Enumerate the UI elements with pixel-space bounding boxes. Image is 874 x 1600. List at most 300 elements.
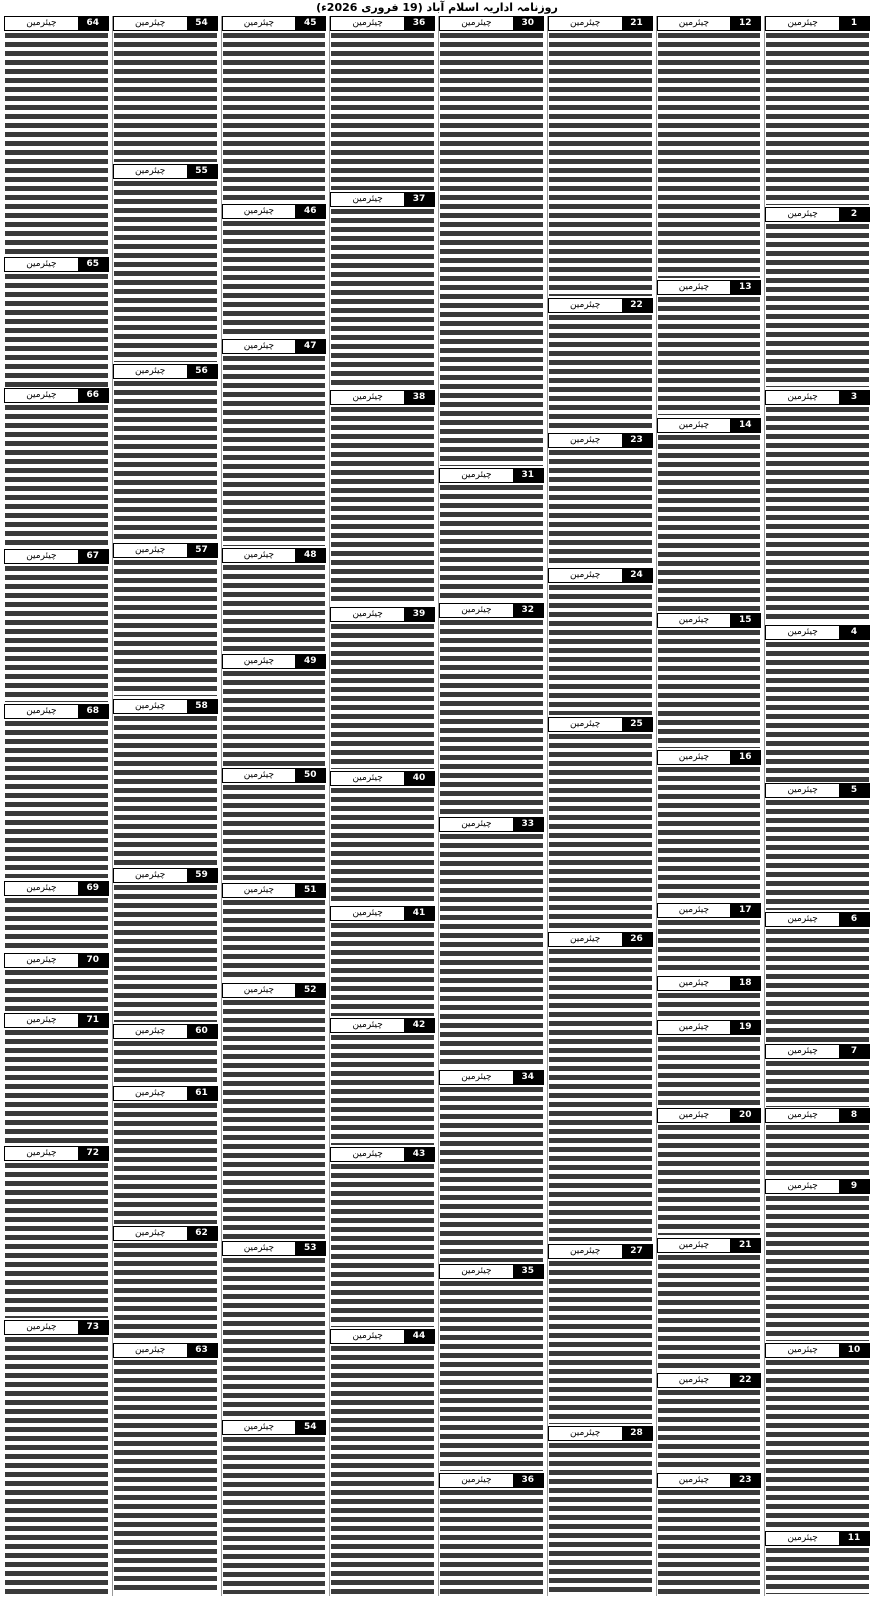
news-item-label: چیئرمین bbox=[658, 1374, 731, 1387]
news-item-number: 49 bbox=[295, 655, 325, 668]
news-item-number: 11 bbox=[839, 1532, 869, 1545]
news-item-header bbox=[657, 280, 762, 295]
news-item-body-text bbox=[331, 1035, 434, 1145]
news-item-number: 65 bbox=[78, 258, 108, 271]
news-item-body-text bbox=[440, 1087, 543, 1262]
news-item-header bbox=[439, 1264, 544, 1279]
news-item-number: 32 bbox=[513, 604, 543, 617]
news-item-header bbox=[765, 1343, 870, 1358]
news-item bbox=[439, 603, 544, 817]
news-item-number: 71 bbox=[78, 1014, 108, 1027]
news-item-body-text bbox=[766, 1360, 869, 1529]
news-item-label: چیئرمین bbox=[114, 17, 187, 30]
news-item-body-text bbox=[658, 920, 761, 974]
news-item-label: چیئرمین bbox=[549, 17, 622, 30]
news-item bbox=[548, 1244, 653, 1426]
news-item bbox=[439, 1473, 544, 1596]
news-item-body-text bbox=[223, 1437, 326, 1594]
news-item-body-text bbox=[223, 671, 326, 766]
newspaper-page bbox=[4, 16, 870, 1596]
news-item-number: 46 bbox=[295, 205, 325, 218]
news-item-label: چیئرمین bbox=[114, 1025, 187, 1038]
news-item-header bbox=[439, 1070, 544, 1085]
news-item-number: 64 bbox=[78, 17, 108, 30]
news-item-body-text bbox=[658, 1037, 761, 1106]
news-item-label: چیئرمین bbox=[223, 984, 296, 997]
news-item-number: 16 bbox=[730, 751, 760, 764]
news-item-label: چیئرمین bbox=[5, 550, 78, 563]
news-item-body-text bbox=[766, 33, 869, 205]
news-item-header bbox=[765, 912, 870, 927]
news-item-body-text bbox=[658, 1125, 761, 1235]
news-item-number: 7 bbox=[839, 1045, 869, 1058]
news-item-label: چیئرمین bbox=[766, 913, 839, 926]
news-item-body-text bbox=[114, 1041, 217, 1084]
news-item bbox=[330, 906, 435, 1018]
news-item-body-text bbox=[331, 1164, 434, 1327]
news-item-header bbox=[548, 568, 653, 583]
news-item-body-text bbox=[114, 1103, 217, 1224]
news-item-number: 30 bbox=[513, 17, 543, 30]
news-item-number: 72 bbox=[78, 1147, 108, 1160]
news-item-number: 58 bbox=[187, 700, 217, 713]
news-item-number: 5 bbox=[839, 784, 869, 797]
news-item-body-text bbox=[549, 734, 652, 930]
news-item-header bbox=[548, 298, 653, 313]
news-item-number: 59 bbox=[187, 869, 217, 882]
news-item-number: 51 bbox=[295, 884, 325, 897]
news-item-label: چیئرمین bbox=[766, 626, 839, 639]
news-item-header bbox=[330, 16, 435, 31]
news-item-header bbox=[548, 433, 653, 448]
news-item bbox=[4, 1013, 109, 1146]
news-item-header bbox=[657, 1473, 762, 1488]
news-item-number: 13 bbox=[730, 281, 760, 294]
news-item-body-text bbox=[549, 450, 652, 566]
news-column bbox=[438, 16, 544, 1596]
news-item-body-text bbox=[440, 33, 543, 466]
news-item-number: 25 bbox=[622, 718, 652, 731]
news-item-label: چیئرمین bbox=[440, 1474, 513, 1487]
news-item bbox=[113, 364, 218, 544]
news-item-body-text bbox=[766, 407, 869, 623]
news-item bbox=[4, 1146, 109, 1320]
news-item bbox=[548, 568, 653, 717]
news-item-label: چیئرمین bbox=[223, 17, 296, 30]
news-item-number: 70 bbox=[78, 954, 108, 967]
news-item bbox=[657, 613, 762, 750]
news-item-label: چیئرمین bbox=[5, 17, 78, 30]
news-item bbox=[113, 543, 218, 698]
news-item-body-text bbox=[331, 1346, 434, 1594]
news-item-number: 54 bbox=[187, 17, 217, 30]
news-item-number: 28 bbox=[622, 1427, 652, 1440]
news-item bbox=[4, 881, 109, 954]
news-item-body-text bbox=[5, 970, 108, 1011]
news-item-header bbox=[113, 16, 218, 31]
news-item-label: چیئرمین bbox=[223, 884, 296, 897]
news-item-number: 40 bbox=[404, 772, 434, 785]
news-item-header bbox=[439, 16, 544, 31]
news-item bbox=[765, 16, 870, 207]
news-item-label: چیئرمین bbox=[549, 1427, 622, 1440]
news-item-body-text bbox=[114, 1360, 217, 1594]
news-item-number: 69 bbox=[78, 882, 108, 895]
news-item-header bbox=[330, 1147, 435, 1162]
news-item-number: 67 bbox=[78, 550, 108, 563]
news-item-label: چیئرمین bbox=[331, 772, 404, 785]
news-item-header bbox=[222, 1420, 327, 1435]
news-item-number: 15 bbox=[730, 614, 760, 627]
news-item bbox=[330, 607, 435, 771]
news-item-number: 6 bbox=[839, 913, 869, 926]
news-item-header bbox=[222, 768, 327, 783]
news-item-number: 39 bbox=[404, 608, 434, 621]
news-item bbox=[657, 1373, 762, 1473]
news-item-number: 23 bbox=[622, 434, 652, 447]
news-column bbox=[656, 16, 762, 1596]
news-item-number: 68 bbox=[78, 705, 108, 718]
news-item-number: 17 bbox=[730, 904, 760, 917]
news-item-header bbox=[548, 1244, 653, 1259]
news-item-header bbox=[548, 1426, 653, 1441]
news-item bbox=[113, 699, 218, 868]
news-item-body-text bbox=[5, 721, 108, 878]
news-item bbox=[657, 1108, 762, 1237]
news-item bbox=[4, 704, 109, 880]
news-item-label: چیئرمین bbox=[223, 549, 296, 562]
news-item-header bbox=[4, 704, 109, 719]
news-item-body-text bbox=[5, 1030, 108, 1144]
news-item-label: چیئرمین bbox=[658, 614, 731, 627]
news-item-body-text bbox=[766, 642, 869, 782]
news-column bbox=[4, 16, 109, 1596]
news-item-body-text bbox=[658, 993, 761, 1019]
news-item-body-text bbox=[5, 274, 108, 387]
news-item bbox=[113, 1226, 218, 1343]
news-item-label: چیئرمین bbox=[114, 700, 187, 713]
news-item bbox=[657, 280, 762, 417]
news-item-header bbox=[113, 1226, 218, 1241]
news-item bbox=[113, 1086, 218, 1226]
news-item bbox=[330, 1329, 435, 1596]
news-item-number: 62 bbox=[187, 1227, 217, 1240]
news-item-number: 36 bbox=[513, 1474, 543, 1487]
news-item bbox=[657, 976, 762, 1021]
news-item bbox=[765, 783, 870, 912]
news-item-label: چیئرمین bbox=[658, 1239, 731, 1252]
news-item-header bbox=[113, 364, 218, 379]
news-item-label: چیئرمین bbox=[766, 1344, 839, 1357]
news-item-label: چیئرمین bbox=[766, 17, 839, 30]
news-item-label: چیئرمین bbox=[658, 17, 731, 30]
news-item-header bbox=[113, 1024, 218, 1039]
news-item bbox=[4, 388, 109, 549]
news-item-label: چیئرمین bbox=[766, 1045, 839, 1058]
news-item-body-text bbox=[658, 33, 761, 278]
news-item-label: چیئرمین bbox=[223, 205, 296, 218]
news-item-label: چیئرمین bbox=[223, 655, 296, 668]
news-item-header bbox=[4, 881, 109, 896]
news-item-body-text bbox=[658, 630, 761, 748]
news-item-header bbox=[330, 192, 435, 207]
news-item-number: 57 bbox=[187, 544, 217, 557]
news-item-body-text bbox=[114, 181, 217, 362]
news-item-number: 22 bbox=[730, 1374, 760, 1387]
news-item-body-text bbox=[114, 885, 217, 1022]
news-item-number: 21 bbox=[622, 17, 652, 30]
news-item-label: چیئرمین bbox=[766, 391, 839, 404]
news-item-header bbox=[330, 607, 435, 622]
news-item-label: چیئرمین bbox=[440, 1071, 513, 1084]
news-column bbox=[764, 16, 870, 1596]
news-item-number: 9 bbox=[839, 1180, 869, 1193]
news-item-body-text bbox=[5, 1337, 108, 1594]
news-item-number: 52 bbox=[295, 984, 325, 997]
news-item-label: چیئرمین bbox=[223, 769, 296, 782]
news-item-number: 19 bbox=[730, 1021, 760, 1034]
news-item bbox=[330, 771, 435, 906]
news-item-header bbox=[4, 1320, 109, 1335]
news-item-body-text bbox=[331, 209, 434, 387]
news-item-number: 38 bbox=[404, 391, 434, 404]
news-item bbox=[657, 750, 762, 903]
news-item-body-text bbox=[766, 224, 869, 387]
news-item-number: 50 bbox=[295, 769, 325, 782]
news-item-header bbox=[548, 932, 653, 947]
news-item-label: چیئرمین bbox=[331, 391, 404, 404]
news-item-header bbox=[222, 1241, 327, 1256]
news-item-number: 21 bbox=[730, 1239, 760, 1252]
news-item-header bbox=[330, 1329, 435, 1344]
news-item-body-text bbox=[549, 1261, 652, 1424]
news-item-body-text bbox=[223, 356, 326, 546]
news-item-header bbox=[548, 16, 653, 31]
news-item-body-text bbox=[658, 767, 761, 901]
news-item-label: چیئرمین bbox=[658, 977, 731, 990]
news-item-header bbox=[657, 16, 762, 31]
news-item bbox=[439, 817, 544, 1070]
news-item-body-text bbox=[223, 221, 326, 337]
news-item-body-text bbox=[658, 297, 761, 415]
news-item-body-text bbox=[766, 1061, 869, 1107]
news-item-header bbox=[113, 868, 218, 883]
news-item-header bbox=[657, 1020, 762, 1035]
news-item-number: 37 bbox=[404, 193, 434, 206]
news-item-body-text bbox=[331, 923, 434, 1016]
news-item bbox=[113, 16, 218, 164]
news-item-label: چیئرمین bbox=[658, 1474, 731, 1487]
news-item-header bbox=[657, 1238, 762, 1253]
news-item-body-text bbox=[223, 1258, 326, 1418]
news-item bbox=[548, 717, 653, 932]
news-item-header bbox=[765, 390, 870, 405]
news-item-number: 61 bbox=[187, 1087, 217, 1100]
news-item bbox=[765, 912, 870, 1044]
news-item-header bbox=[113, 1086, 218, 1101]
news-item-label: چیئرمین bbox=[5, 882, 78, 895]
news-item-number: 34 bbox=[513, 1071, 543, 1084]
news-item bbox=[439, 16, 544, 468]
news-item bbox=[222, 768, 327, 883]
news-item-header bbox=[113, 164, 218, 179]
news-item-header bbox=[4, 1013, 109, 1028]
news-item-number: 53 bbox=[295, 1242, 325, 1255]
news-item bbox=[113, 1024, 218, 1086]
news-item-header bbox=[222, 548, 327, 563]
news-item-header bbox=[657, 750, 762, 765]
news-item-number: 31 bbox=[513, 469, 543, 482]
news-item-label: چیئرمین bbox=[549, 718, 622, 731]
news-item-number: 54 bbox=[295, 1421, 325, 1434]
news-item-number: 36 bbox=[404, 17, 434, 30]
news-item-label: چیئرمین bbox=[766, 1109, 839, 1122]
news-item bbox=[330, 1018, 435, 1147]
news-item-body-text bbox=[5, 566, 108, 702]
news-item bbox=[548, 16, 653, 298]
news-item-label: چیئرمین bbox=[5, 954, 78, 967]
news-item-label: چیئرمین bbox=[223, 340, 296, 353]
news-item-number: 33 bbox=[513, 818, 543, 831]
news-item bbox=[657, 418, 762, 613]
news-item-number: 44 bbox=[404, 1330, 434, 1343]
news-item-number: 41 bbox=[404, 907, 434, 920]
news-column bbox=[329, 16, 435, 1596]
news-item-label: چیئرمین bbox=[114, 165, 187, 178]
news-item-label: چیئرمین bbox=[5, 705, 78, 718]
news-item bbox=[548, 298, 653, 433]
news-item-header bbox=[765, 207, 870, 222]
news-item-body-text bbox=[658, 435, 761, 611]
news-item-number: 48 bbox=[295, 549, 325, 562]
news-item bbox=[4, 16, 109, 257]
news-item-number: 12 bbox=[730, 17, 760, 30]
news-item-header bbox=[222, 204, 327, 219]
news-item-label: چیئرمین bbox=[549, 434, 622, 447]
news-item-label: چیئرمین bbox=[766, 1532, 839, 1545]
news-item-label: چیئرمین bbox=[549, 299, 622, 312]
news-item-body-text bbox=[766, 1548, 869, 1594]
news-item-number: 10 bbox=[839, 1344, 869, 1357]
news-item-header bbox=[439, 1473, 544, 1488]
news-item-number: 2 bbox=[839, 208, 869, 221]
news-item-header bbox=[765, 1108, 870, 1123]
news-item bbox=[113, 868, 218, 1024]
news-item-header bbox=[548, 717, 653, 732]
news-item bbox=[222, 883, 327, 983]
news-item-label: چیئرمین bbox=[114, 365, 187, 378]
news-item bbox=[4, 257, 109, 389]
news-item-body-text bbox=[549, 949, 652, 1241]
news-item-label: چیئرمین bbox=[5, 1321, 78, 1334]
news-item-header bbox=[657, 976, 762, 991]
news-item-header bbox=[765, 16, 870, 31]
news-item-label: چیئرمین bbox=[331, 1148, 404, 1161]
news-item-body-text bbox=[766, 800, 869, 910]
news-item-number: 66 bbox=[78, 389, 108, 402]
news-item-body-text bbox=[223, 1000, 326, 1239]
news-item-body-text bbox=[5, 33, 108, 255]
news-item-header bbox=[113, 699, 218, 714]
news-item-label: چیئرمین bbox=[440, 1265, 513, 1278]
news-item bbox=[657, 903, 762, 976]
news-item-header bbox=[222, 339, 327, 354]
news-item-header bbox=[330, 906, 435, 921]
news-item-label: چیئرمین bbox=[440, 17, 513, 30]
news-item bbox=[222, 204, 327, 339]
news-item-body-text bbox=[331, 788, 434, 904]
news-item-number: 43 bbox=[404, 1148, 434, 1161]
news-item-header bbox=[439, 603, 544, 618]
news-item-label: چیئرمین bbox=[440, 469, 513, 482]
news-item-label: چیئرمین bbox=[658, 1109, 731, 1122]
news-item-header bbox=[4, 953, 109, 968]
news-item bbox=[222, 16, 327, 204]
news-item bbox=[657, 1473, 762, 1596]
news-item-body-text bbox=[549, 33, 652, 296]
news-item bbox=[548, 433, 653, 568]
news-item-header bbox=[330, 771, 435, 786]
news-item-header bbox=[765, 1531, 870, 1546]
news-item-label: چیئرمین bbox=[658, 904, 731, 917]
news-item bbox=[657, 1238, 762, 1373]
news-item-number: 3 bbox=[839, 391, 869, 404]
news-item-body-text bbox=[5, 405, 108, 547]
news-item-body-text bbox=[549, 585, 652, 715]
news-item-label: چیئرمین bbox=[223, 1421, 296, 1434]
news-item bbox=[548, 932, 653, 1243]
news-item-body-text bbox=[114, 716, 217, 866]
news-item-label: چیئرمین bbox=[114, 1344, 187, 1357]
news-item-label: چیئرمین bbox=[658, 281, 731, 294]
news-column bbox=[221, 16, 327, 1596]
news-item-body-text bbox=[658, 1490, 761, 1594]
news-item-label: چیئرمین bbox=[766, 1180, 839, 1193]
news-item-label: چیئرمین bbox=[114, 1227, 187, 1240]
news-item bbox=[222, 654, 327, 768]
news-item-label: چیئرمین bbox=[658, 1021, 731, 1034]
news-item bbox=[222, 1420, 327, 1596]
news-item-header bbox=[222, 16, 327, 31]
news-item-label: چیئرمین bbox=[549, 569, 622, 582]
news-item-header bbox=[222, 883, 327, 898]
news-item-number: 63 bbox=[187, 1344, 217, 1357]
news-item bbox=[4, 549, 109, 704]
news-item-label: چیئرمین bbox=[5, 389, 78, 402]
news-item bbox=[439, 1070, 544, 1264]
news-item-number: 55 bbox=[187, 165, 217, 178]
news-item bbox=[222, 1241, 327, 1420]
news-item bbox=[439, 1264, 544, 1473]
news-item-header bbox=[657, 1373, 762, 1388]
news-item-label: چیئرمین bbox=[658, 751, 731, 764]
news-item-label: چیئرمین bbox=[114, 544, 187, 557]
news-item-label: چیئرمین bbox=[766, 784, 839, 797]
news-column bbox=[547, 16, 653, 1596]
news-item-header bbox=[113, 543, 218, 558]
news-item-number: 4 bbox=[839, 626, 869, 639]
news-item-header bbox=[330, 390, 435, 405]
news-item-header bbox=[765, 625, 870, 640]
news-item-label: چیئرمین bbox=[766, 208, 839, 221]
news-item bbox=[765, 1108, 870, 1178]
news-item bbox=[439, 468, 544, 603]
news-item-header bbox=[4, 16, 109, 31]
news-item-body-text bbox=[114, 33, 217, 162]
news-item-label: چیئرمین bbox=[223, 1242, 296, 1255]
news-item-body-text bbox=[223, 785, 326, 881]
news-item-number: 26 bbox=[622, 933, 652, 946]
